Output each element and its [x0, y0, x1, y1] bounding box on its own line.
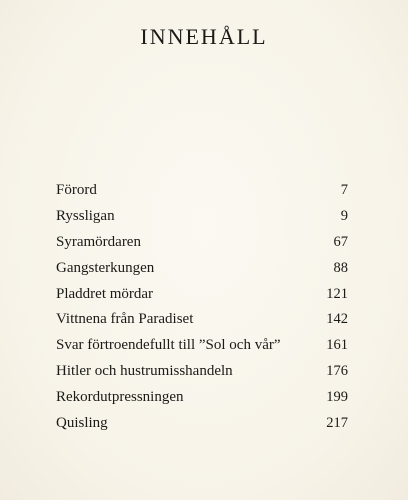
toc-entry-page-number: 161 — [326, 337, 348, 354]
toc-entry-page-number: 217 — [326, 415, 348, 432]
toc-entry-page-number: 176 — [326, 363, 348, 380]
toc-entry — [56, 230, 348, 256]
toc-entry-title: Quisling — [56, 415, 108, 432]
toc-entry — [56, 411, 348, 437]
toc-entry — [56, 178, 348, 204]
table-of-contents — [56, 178, 348, 437]
toc-entry-page-number: 67 — [333, 233, 348, 250]
toc-entry-page-number: 199 — [326, 389, 348, 406]
toc-entry-title: Svar förtroendefullt till ”Sol och vår” — [56, 337, 281, 354]
toc-entry-page-number: 88 — [333, 259, 348, 276]
toc-entry-page-number: 121 — [326, 285, 348, 302]
toc-entry-page-number: 9 — [340, 207, 348, 224]
toc-entry-page-number: 142 — [326, 311, 348, 328]
toc-entry-page-number: 7 — [340, 182, 348, 198]
toc-entry — [56, 256, 348, 282]
page-title: INNEHÅLL — [140, 24, 268, 49]
toc-entry-title: Gangsterkungen — [56, 259, 155, 276]
toc-entry-title: Förord — [56, 182, 97, 198]
toc-entry-title: Hitler och hustrumisshandeln — [56, 363, 233, 380]
toc-entry — [56, 307, 348, 333]
toc-entry — [56, 282, 348, 308]
toc-entry — [56, 359, 348, 385]
toc-entry — [56, 204, 348, 230]
toc-entry — [56, 333, 348, 359]
toc-entry-title: Ryssligan — [56, 207, 115, 224]
toc-entry-title: Rekordutpressningen — [56, 389, 184, 406]
toc-entry — [56, 385, 348, 411]
toc-entry-title: Pladdret mördar — [56, 285, 154, 302]
toc-entry-title: Syramördaren — [56, 233, 141, 250]
toc-entry-title: Vittnena från Paradiset — [56, 311, 194, 328]
